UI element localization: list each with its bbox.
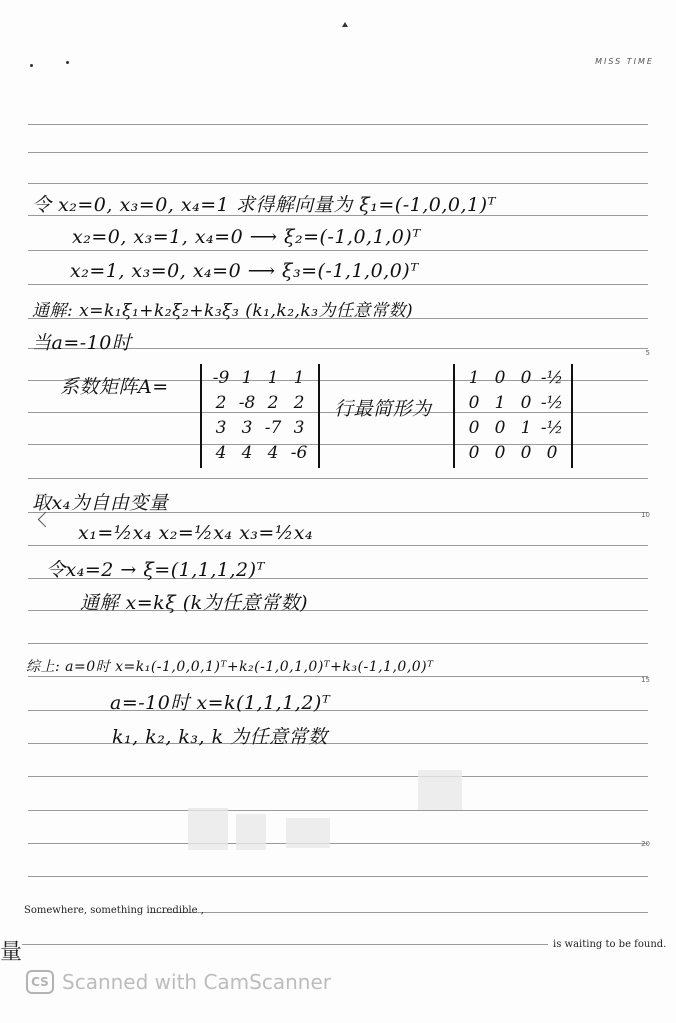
matrix-cell: 1 xyxy=(468,368,480,388)
general-solution-line: 通解: x=k₁ξ₁+k₂ξ₂+k₃ξ₃ (k₁,k₂,k₃为任意常数) xyxy=(32,301,414,321)
erased-area xyxy=(236,814,266,850)
matrix-row xyxy=(208,416,312,441)
scan-speck xyxy=(30,64,33,67)
matrix-row xyxy=(208,441,312,466)
matrix-cell: 1 xyxy=(494,393,506,413)
margin-number: 20 xyxy=(641,840,650,848)
matrix-row xyxy=(208,366,312,391)
matrix-row xyxy=(208,391,312,416)
case-heading: 当a=-10时 xyxy=(32,332,132,354)
erased-area xyxy=(188,808,228,850)
margin-number: 5 xyxy=(645,349,650,357)
matrix-cell: 1 xyxy=(267,368,279,388)
matrix-cell: 0 xyxy=(520,393,532,413)
ruled-line xyxy=(28,183,648,184)
matrix-cell: -9 xyxy=(212,368,230,388)
ruled-line xyxy=(28,876,648,877)
matrix-cell: 2 xyxy=(293,393,305,413)
matrix-cell: -7 xyxy=(264,418,282,438)
matrix-row xyxy=(461,416,565,441)
matrix-cell: -½ xyxy=(540,418,564,438)
erased-area xyxy=(286,818,330,848)
solution-line-3: x₂=1, x₃=0, x₄=0 ⟶ ξ₃=(-1,1,0,0)ᵀ xyxy=(70,260,419,282)
solution-line-1: 令 x₂=0, x₃=0, x₄=1 求得解向量为 ξ₁=(-1,0,0,1)ᵀ xyxy=(32,194,496,216)
general-solution-case2: 通解 x=kξ (k为任意常数) xyxy=(80,592,309,614)
matrix-cell: 2 xyxy=(215,393,227,413)
matrix-cell: -8 xyxy=(238,393,256,413)
matrix-cell: 0 xyxy=(494,368,506,388)
footer-quote-right: is waiting to be found. xyxy=(553,939,667,950)
ruled-line xyxy=(28,843,648,844)
matrix-cell: 1 xyxy=(520,418,532,438)
matrix-cell: 4 xyxy=(215,443,227,463)
matrix-cell: 0 xyxy=(494,443,506,463)
summary-line-1: 综上: a=0时 x=k₁(-1,0,0,1)ᵀ+k₂(-1,0,1,0)ᵀ+k₃(-1,1,0,0)ᵀ xyxy=(26,659,434,675)
solution-line-2: x₂=0, x₃=1, x₄=0 ⟶ ξ₂=(-1,0,1,0)ᵀ xyxy=(72,226,421,248)
ruled-line xyxy=(28,284,648,285)
matrix-cell: 0 xyxy=(468,393,480,413)
matrix-cell: 4 xyxy=(267,443,279,463)
erased-area xyxy=(418,770,462,810)
matrix-cell: 0 xyxy=(520,443,532,463)
matrix-cell: -6 xyxy=(290,443,308,463)
camscanner-watermark xyxy=(26,970,331,994)
rref-label: 行最简形为 xyxy=(334,398,432,420)
scan-speck xyxy=(66,61,69,64)
matrix-cell: -½ xyxy=(540,368,564,388)
matrix-row xyxy=(461,391,565,416)
matrix-cell: 0 xyxy=(468,443,480,463)
matrix-cell: 0 xyxy=(494,418,506,438)
basis-vector-line: 令x₄=2 → ξ=(1,1,1,2)ᵀ xyxy=(46,559,266,581)
matrix-row xyxy=(461,366,565,391)
ruled-line xyxy=(28,676,648,677)
matrix-cell: 0 xyxy=(468,418,480,438)
rref-matrix xyxy=(453,364,573,468)
coefficient-matrix xyxy=(200,364,320,468)
matrix-cell: 0 xyxy=(546,443,558,463)
margin-number: 10 xyxy=(641,511,650,519)
scan-speck xyxy=(342,22,348,27)
matrix-cell: 0 xyxy=(520,368,532,388)
matrix-cell: 3 xyxy=(215,418,227,438)
watermark-text: Scanned with CamScanner xyxy=(62,970,331,994)
ruled-line xyxy=(28,250,648,251)
matrix-cell: -½ xyxy=(540,393,564,413)
ruled-line xyxy=(28,776,648,777)
edge-character: 量 xyxy=(0,940,23,965)
summary-line-3: k₁, k₂, k₃, k 为任意常数 xyxy=(112,726,328,748)
free-variable-line: 取x₄为自由变量 xyxy=(32,492,169,514)
summary-line-2: a=-10时 x=k(1,1,1,2)ᵀ xyxy=(110,692,331,714)
matrix-cell: 2 xyxy=(267,393,279,413)
matrix-cell: 3 xyxy=(241,418,253,438)
matrix-row xyxy=(461,441,565,466)
footer-quote-left: Somewhere, something incredible , xyxy=(24,905,204,916)
matrix-cell: 4 xyxy=(241,443,253,463)
ruled-line xyxy=(150,912,648,913)
matrix-cell: 1 xyxy=(241,368,253,388)
coefficient-matrix-label: 系数矩阵A= xyxy=(60,376,169,398)
ruled-line xyxy=(28,124,648,125)
notebook-brand: MISS TIME xyxy=(595,57,654,66)
ruled-line xyxy=(28,545,648,546)
ruled-line xyxy=(28,478,648,479)
margin-number: 15 xyxy=(641,676,650,684)
ruled-line xyxy=(28,152,648,153)
ruled-line xyxy=(28,643,648,644)
relation-line: x₁=½x₄ x₂=½x₄ x₃=½x₄ xyxy=(78,522,314,544)
ruled-line xyxy=(28,810,648,811)
matrix-cell: 3 xyxy=(293,418,305,438)
matrix-cell: 1 xyxy=(293,368,305,388)
camscanner-logo-icon: CS xyxy=(26,970,54,994)
ruled-line xyxy=(22,944,548,945)
